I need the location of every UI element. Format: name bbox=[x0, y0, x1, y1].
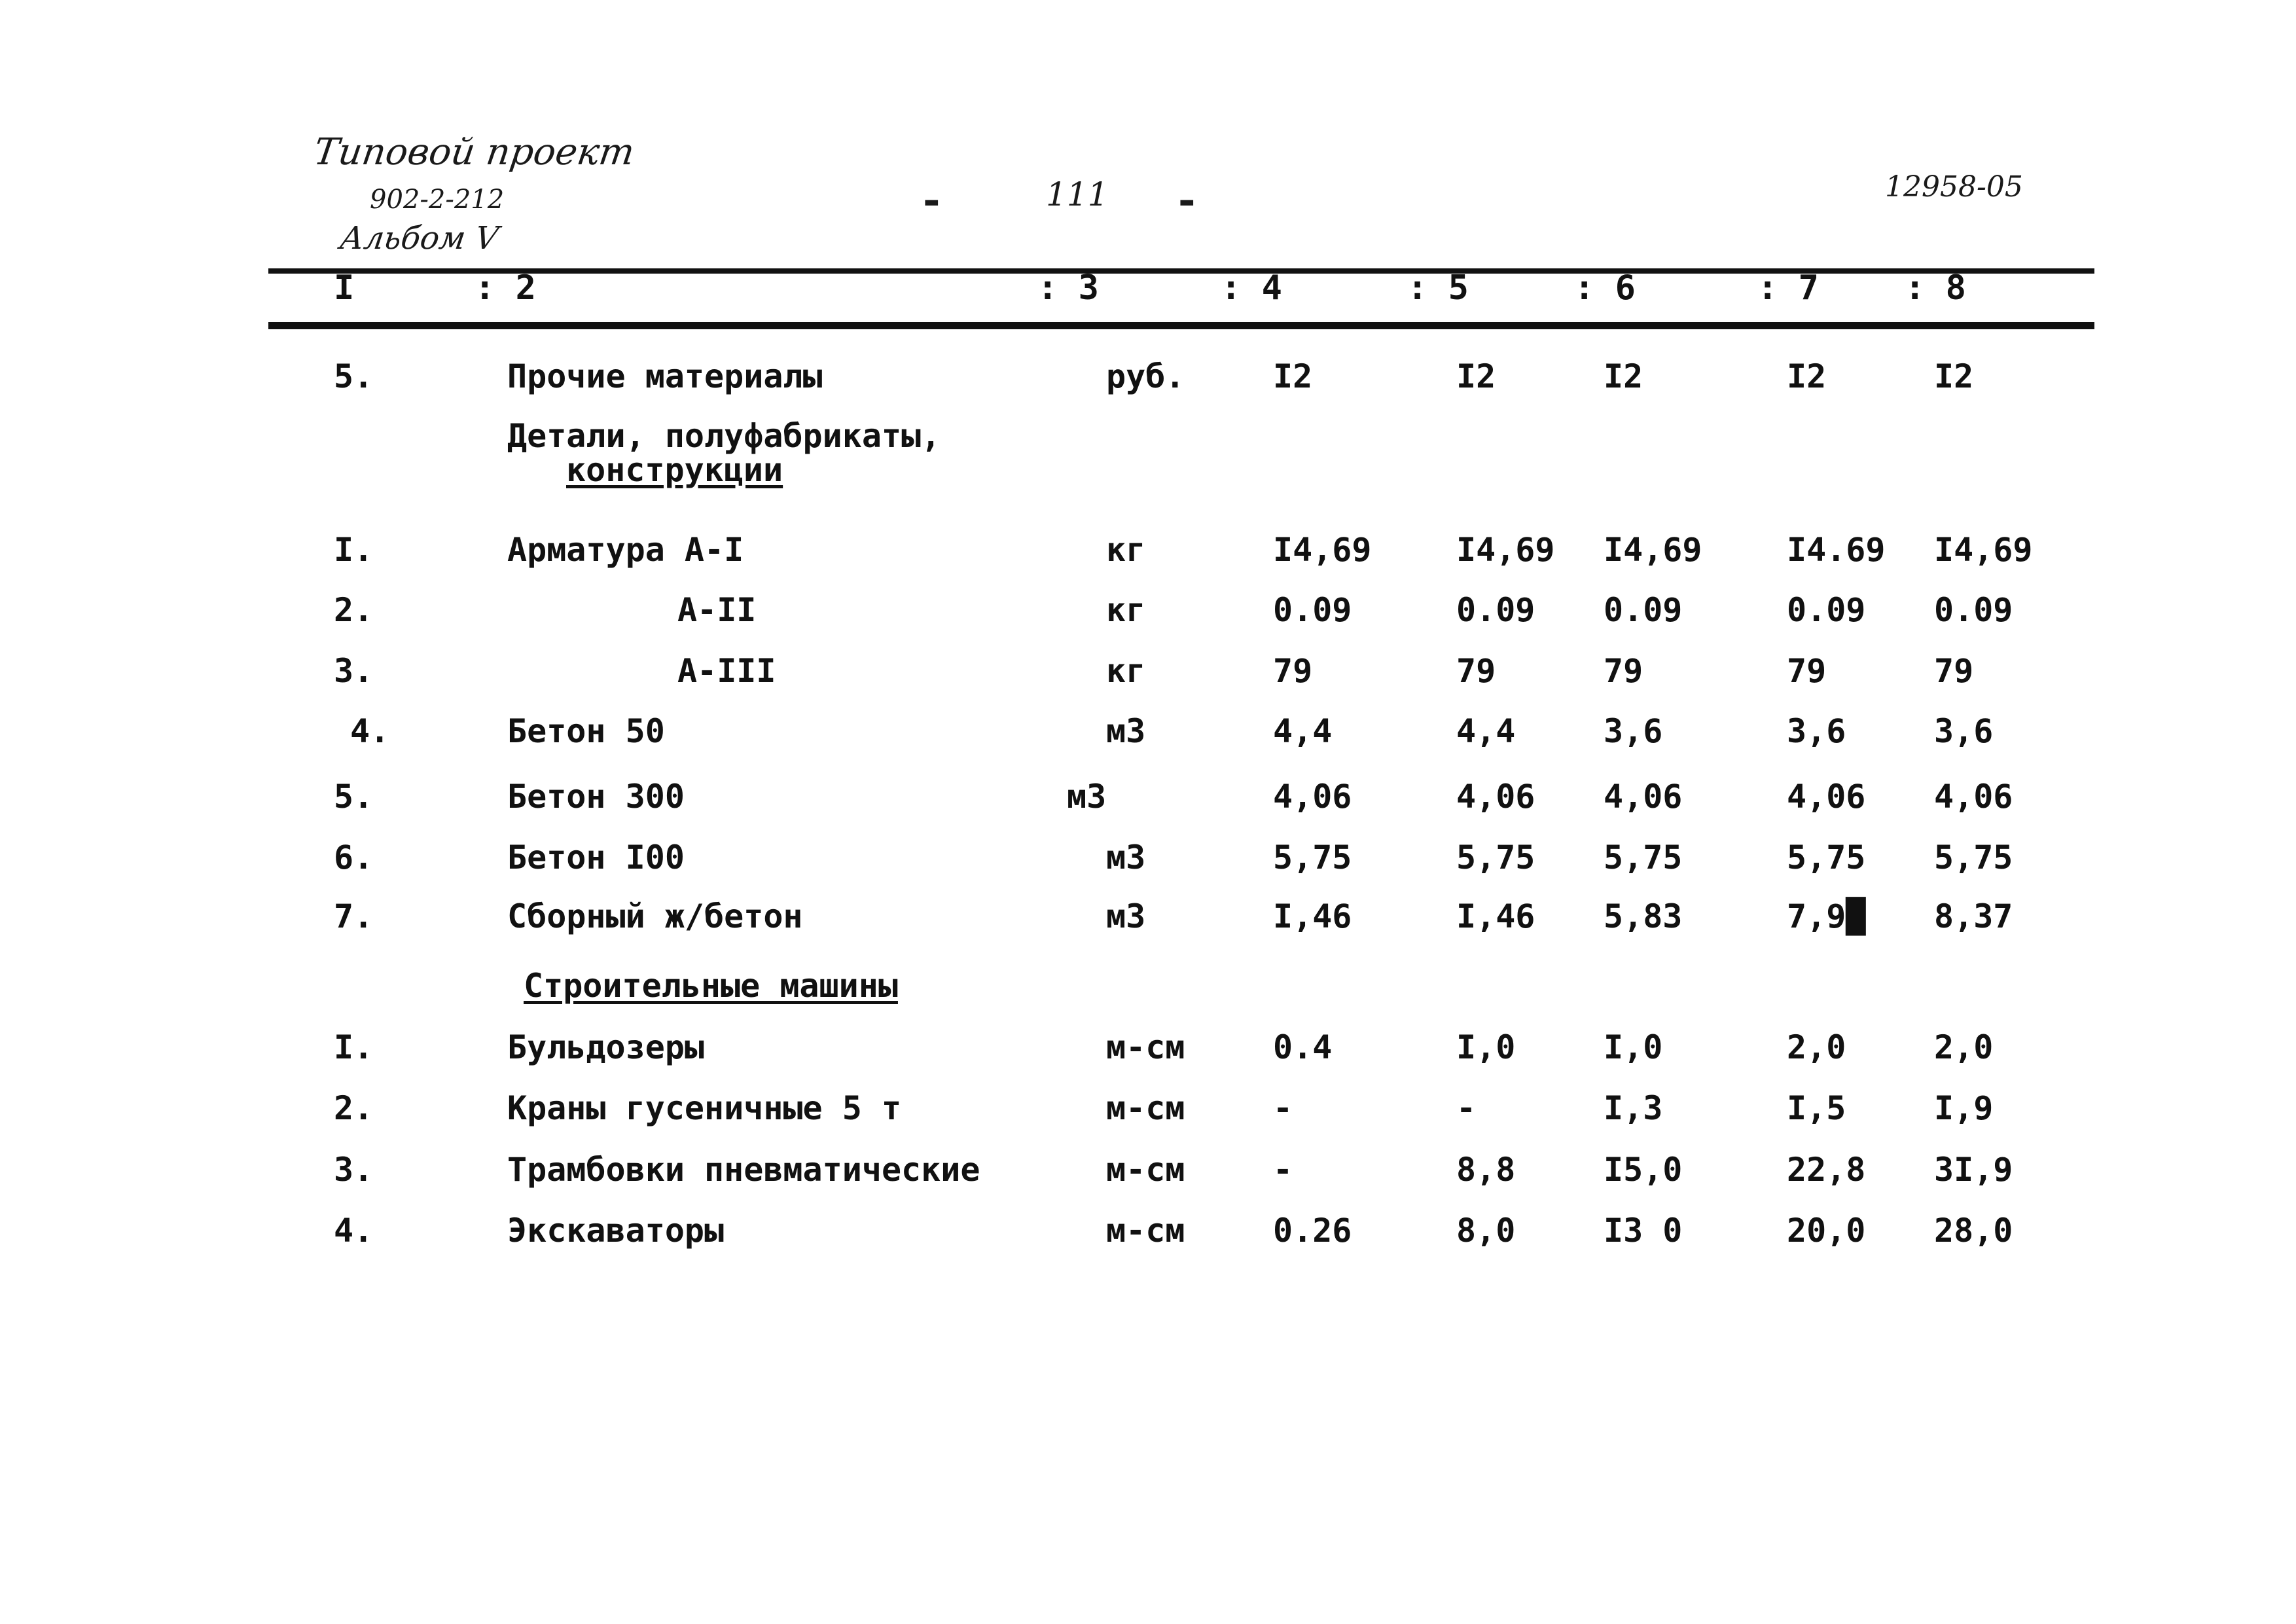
row-name: Бульдозеры bbox=[507, 1028, 705, 1066]
row-value-col5: 5,75 bbox=[1456, 839, 1535, 876]
album-handwritten: Альбом V bbox=[338, 220, 501, 257]
row-value-col5: 4,4 bbox=[1456, 712, 1516, 750]
row-value-col6: I,0 bbox=[1604, 1028, 1663, 1066]
row-name: Сборный ж/бетон bbox=[507, 897, 803, 935]
row-index: 4. bbox=[334, 1212, 374, 1250]
page-dash-right: - bbox=[1178, 175, 1196, 225]
row-value-col8: 3,6 bbox=[1934, 712, 1994, 750]
row-value-col5: 8,0 bbox=[1456, 1212, 1516, 1250]
column-number-4: : 4 bbox=[1221, 268, 1282, 308]
row-name: Арматура А-I bbox=[507, 531, 744, 569]
row-value-col6: 79 bbox=[1604, 652, 1643, 690]
column-number-2: : 2 bbox=[475, 268, 536, 308]
row-value-col8: 3I,9 bbox=[1934, 1151, 2013, 1189]
row-value-col5: 79 bbox=[1456, 652, 1496, 690]
row-name: Экскаваторы bbox=[507, 1212, 725, 1250]
row-value-col5: - bbox=[1456, 1089, 1477, 1127]
row-value-col7: 0.09 bbox=[1787, 591, 1866, 629]
row-value-col6: I5,0 bbox=[1604, 1151, 1683, 1189]
row-unit: руб. bbox=[1106, 357, 1185, 395]
row-name: Трамбовки пневматические bbox=[507, 1151, 980, 1189]
row-name: Прочие материалы bbox=[507, 357, 823, 395]
row-value-col7: 5,75 bbox=[1787, 839, 1866, 876]
column-number-3: : 3 bbox=[1037, 268, 1099, 308]
row-unit: м-см bbox=[1106, 1028, 1185, 1066]
row-value-col6: 4,06 bbox=[1604, 778, 1683, 816]
column-number-7: : 7 bbox=[1757, 268, 1819, 308]
row-value-col6: 5,83 bbox=[1604, 897, 1683, 935]
row-value-col8: 2,0 bbox=[1934, 1028, 1994, 1066]
table-row bbox=[0, 527, 2296, 586]
row-value-col4: 5,75 bbox=[1273, 839, 1352, 876]
table-row bbox=[0, 708, 2296, 767]
row-unit: кг bbox=[1106, 531, 1146, 569]
row-value-col6: I2 bbox=[1604, 357, 1643, 395]
row-value-col5: I,0 bbox=[1456, 1028, 1516, 1066]
section-heading-line2: конструкции bbox=[566, 451, 783, 489]
row-value-col5: I,46 bbox=[1456, 897, 1535, 935]
row-value-col4: 0.09 bbox=[1273, 591, 1352, 629]
row-index: 2. bbox=[334, 591, 374, 629]
row-value-col8: 8,37 bbox=[1934, 897, 2013, 935]
row-index: 5. bbox=[334, 778, 374, 816]
row-name: А-III bbox=[677, 652, 776, 690]
section-heading-details bbox=[507, 419, 941, 487]
row-value-col7: 79 bbox=[1787, 652, 1827, 690]
table-row bbox=[0, 893, 2296, 952]
row-name: Бетон 50 bbox=[507, 712, 665, 750]
row-value-col5: 0.09 bbox=[1456, 591, 1535, 629]
row-value-col4: I,46 bbox=[1273, 897, 1352, 935]
section-heading-line1: Детали, полуфабрикаты, bbox=[507, 417, 941, 455]
row-name: Краны гусеничные 5 т bbox=[507, 1089, 902, 1127]
project-type-handwritten: Типовой проект bbox=[311, 131, 637, 173]
row-value-col4: 0.4 bbox=[1273, 1028, 1333, 1066]
document-code: 12958-05 bbox=[1885, 170, 2023, 204]
row-value-col8: 5,75 bbox=[1934, 839, 2013, 876]
row-index: I. bbox=[334, 531, 374, 569]
row-value-col4: - bbox=[1273, 1151, 1293, 1189]
row-value-col4: 4,06 bbox=[1273, 778, 1352, 816]
row-index: I. bbox=[334, 1028, 374, 1066]
row-unit: м3 bbox=[1106, 897, 1146, 935]
table-row bbox=[0, 1085, 2296, 1144]
row-value-col8: I,9 bbox=[1934, 1089, 1994, 1127]
row-index: 6. bbox=[334, 839, 374, 876]
project-number-handwritten: 902-2-212 bbox=[370, 185, 505, 215]
table-row bbox=[0, 1147, 2296, 1206]
row-index: 7. bbox=[334, 897, 374, 935]
row-value-col7: I2 bbox=[1787, 357, 1827, 395]
table-top-rule bbox=[268, 268, 2094, 274]
row-value-col6: 0.09 bbox=[1604, 591, 1683, 629]
row-value-col4: - bbox=[1273, 1089, 1293, 1127]
row-unit: кг bbox=[1106, 591, 1146, 629]
row-index: 5. bbox=[334, 357, 374, 395]
row-value-col8: 79 bbox=[1934, 652, 1974, 690]
row-value-col8: 0.09 bbox=[1934, 591, 2013, 629]
row-unit: кг bbox=[1106, 652, 1146, 690]
row-value-col6: I4,69 bbox=[1604, 531, 1702, 569]
table-row bbox=[0, 587, 2296, 646]
column-number-1: I bbox=[334, 268, 355, 308]
table-header-bottom-rule bbox=[268, 322, 2094, 329]
table-row bbox=[0, 835, 2296, 893]
row-value-col4: I2 bbox=[1273, 357, 1313, 395]
row-value-col5: I2 bbox=[1456, 357, 1496, 395]
table-row bbox=[0, 648, 2296, 707]
row-value-col8: I2 bbox=[1934, 357, 1974, 395]
row-value-col7: 20,0 bbox=[1787, 1212, 1866, 1250]
row-index: 4. bbox=[350, 712, 390, 750]
row-unit: м-см bbox=[1106, 1151, 1185, 1189]
row-value-col7: 7,9█ bbox=[1787, 897, 1866, 935]
table-row bbox=[0, 774, 2296, 833]
table-row bbox=[0, 353, 2296, 412]
section-heading-machines: Строительные машины bbox=[524, 967, 898, 1005]
row-index: 3. bbox=[334, 1151, 374, 1189]
row-value-col5: I4,69 bbox=[1456, 531, 1555, 569]
row-value-col4: I4,69 bbox=[1273, 531, 1372, 569]
row-value-col6: I3 0 bbox=[1604, 1212, 1683, 1250]
row-value-col7: I4.69 bbox=[1787, 531, 1886, 569]
table-row bbox=[0, 1208, 2296, 1267]
row-value-col6: 5,75 bbox=[1604, 839, 1683, 876]
row-unit: м3 bbox=[1106, 839, 1146, 876]
row-unit: м-см bbox=[1106, 1089, 1185, 1127]
row-value-col5: 8,8 bbox=[1456, 1151, 1516, 1189]
row-value-col4: 79 bbox=[1273, 652, 1313, 690]
row-value-col8: 4,06 bbox=[1934, 778, 2013, 816]
row-value-col6: I,3 bbox=[1604, 1089, 1663, 1127]
row-value-col7: 2,0 bbox=[1787, 1028, 1846, 1066]
row-value-col6: 3,6 bbox=[1604, 712, 1663, 750]
row-value-col7: 22,8 bbox=[1787, 1151, 1866, 1189]
row-unit: м3 bbox=[1067, 778, 1107, 816]
column-number-8: : 8 bbox=[1905, 268, 1966, 308]
row-index: 3. bbox=[334, 652, 374, 690]
row-name: Бетон 300 bbox=[507, 778, 685, 816]
row-value-col4: 0.26 bbox=[1273, 1212, 1352, 1250]
row-value-col8: I4,69 bbox=[1934, 531, 2033, 569]
column-number-6: : 6 bbox=[1574, 268, 1636, 308]
row-name: А-II bbox=[677, 591, 757, 629]
page-number: 111 bbox=[1046, 175, 1109, 213]
row-unit: м3 bbox=[1106, 712, 1146, 750]
page-dash-left: - bbox=[923, 175, 941, 225]
row-value-col4: 4,4 bbox=[1273, 712, 1333, 750]
row-index: 2. bbox=[334, 1089, 374, 1127]
row-value-col5: 4,06 bbox=[1456, 778, 1535, 816]
row-value-col7: I,5 bbox=[1787, 1089, 1846, 1127]
column-number-5: : 5 bbox=[1407, 268, 1469, 308]
row-value-col7: 4,06 bbox=[1787, 778, 1866, 816]
row-value-col8: 28,0 bbox=[1934, 1212, 2013, 1250]
row-name: Бетон I00 bbox=[507, 839, 685, 876]
row-value-col7: 3,6 bbox=[1787, 712, 1846, 750]
row-unit: м-см bbox=[1106, 1212, 1185, 1250]
table-row bbox=[0, 1024, 2296, 1083]
